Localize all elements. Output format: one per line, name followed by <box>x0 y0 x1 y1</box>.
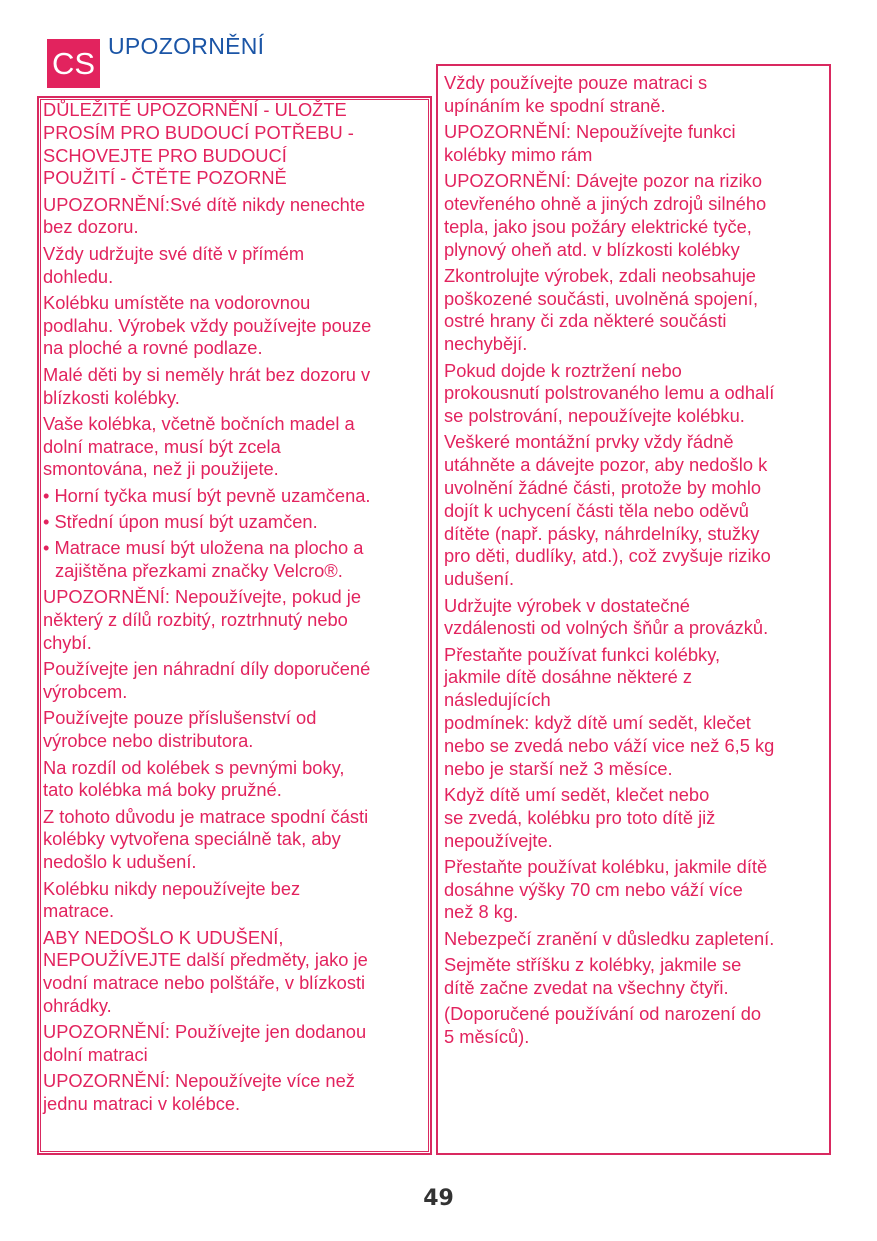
warning-paragraph: UPOZORNĚNÍ: Nepoužívejte více než jednu matraci v kolébce. <box>43 1070 355 1115</box>
warning-paragraph: Vždy udržujte své dítě v přímém dohledu. <box>43 242 305 287</box>
warning-paragraph: UPOZORNĚNÍ: Používejte jen dodanou dolní matraci <box>43 1021 367 1066</box>
bullet-item: • Střední úpon musí být uzamčen. <box>43 511 318 533</box>
warning-paragraph: Přestaňte používat kolébku, jakmile dítě dosáhne výšky 70 cm nebo váží více než 8 kg. <box>444 855 768 923</box>
warning-paragraph: UPOZORNĚNÍ: Nepoužívejte, pokud je některý z dílů rozbitý, roztrhnutý nebo chybí. <box>43 586 362 654</box>
warning-paragraph: Malé děti by si neměly hrát bez dozoru v blízkosti kolébky. <box>43 363 371 408</box>
important-warning-heading: DŮLEŽITÉ UPOZORNĚNÍ - ULOŽTE PROSÍM PRO BUDOUCÍ POTŘEBU - SCHOVEJTE PRO BUDOUCÍ POUŽITÍ - ČTĚTE POZORNĚ <box>43 99 354 189</box>
warning-paragraph: (Doporučené používání od narození do 5 měsíců). <box>444 1003 762 1047</box>
warning-paragraph: Vždy používejte pouze matraci s upínáním ke spodní straně. <box>444 72 708 116</box>
warning-paragraph: UPOZORNĚNÍ: Dávejte pozor na riziko otevřeného ohně a jiných zdrojů silného tepla, jako jsou požáry elektrické tyče, plynový oheň atd. v blízkosti kolébky <box>444 170 767 260</box>
warning-paragraph: Na rozdíl od kolébek s pevnými boky, tato kolébka má boky pružné. <box>43 756 345 801</box>
page-number: 49 <box>423 1186 454 1211</box>
warning-paragraph: Kolébku umístěte na vodorovnou podlahu. Výrobek vždy používejte pouze na ploché a rovné podlaze. <box>43 291 372 359</box>
warning-paragraph: Používejte pouze příslušenství od výrobce nebo distributora. <box>43 707 317 752</box>
warning-paragraph: Z tohoto důvodu je matrace spodní části kolébky vytvořena speciálně tak, aby nedošlo k udušení. <box>43 805 369 873</box>
bullet-item: • Matrace musí být uložena na plocho a zajištěna přezkami značky Velcro®. <box>43 537 364 582</box>
warning-paragraph: Používejte jen náhradní díly doporučené výrobcem. <box>43 658 371 703</box>
warning-paragraph: Když dítě umí sedět, klečet nebo se zvedá, kolébku pro toto dítě již nepoužívejte. <box>444 783 716 851</box>
warning-paragraph: Nebezpečí zranění v důsledku zapletení. <box>444 927 775 949</box>
right-warning-column <box>444 72 828 1052</box>
warning-paragraph: Přestaňte používat funkci kolébky, jakmile dítě dosáhne některé z následujících podmínek: když dítě umí sedět, klečet nebo se zvedá nebo váží vice než 6,5 kg nebo je starší než 3 měsíce. <box>444 643 775 779</box>
warning-paragraph: Zkontrolujte výrobek, zdali neobsahuje poškozené součásti, uvolněná spojení, ostré hrany či zda některé součásti nechybějí. <box>444 264 759 355</box>
page-title: UPOZORNĚNÍ <box>108 33 265 59</box>
warning-paragraph: UPOZORNĚNÍ: Nepoužívejte funkci kolébky mimo rám <box>444 121 736 165</box>
left-warning-column <box>43 99 427 1119</box>
warning-paragraph: Pokud dojde k roztržení nebo prokousnutí polstrovaného lemu a odhalí se polstrování, nepoužívejte kolébku. <box>444 359 775 427</box>
warning-paragraph: UPOZORNĚNÍ:Své dítě nikdy nenechte bez dozoru. <box>43 193 366 238</box>
warning-paragraph: Kolébku nikdy nepoužívejte bez matrace. <box>43 877 301 922</box>
bullet-item: • Horní tyčka musí být pevně uzamčena. <box>43 484 371 506</box>
warning-paragraph: Veškeré montážní prvky vždy řádně utáhněte a dávejte pozor, aby nedošlo k uvolnění žádné části, protože by mohlo dojít k uchycení části těla nebo oděvů dítěte (např. pásky, náhrdelníky, stužky pro děti, dudlíky, atd.), což zvyšuje riziko udušení. <box>444 431 771 590</box>
warning-paragraph: Sejměte stříšku z kolébky, jakmile se dítě začne zvedat na všechny čtyři. <box>444 953 742 998</box>
warning-paragraph: Vaše kolébka, včetně bočních madel a dolní matrace, musí být zcela smontována, než ji použijete. <box>43 412 355 480</box>
warning-paragraph: ABY NEDOŠLO K UDUŠENÍ, NEPOUŽÍVEJTE další předměty, jako je vodní matrace nebo polštáře, v blízkosti ohrádky. <box>43 926 368 1016</box>
language-badge: CS <box>47 39 100 88</box>
warning-paragraph: Udržujte výrobek v dostatečné vzdálenosti od volných šňůr a provázků. <box>444 594 769 639</box>
